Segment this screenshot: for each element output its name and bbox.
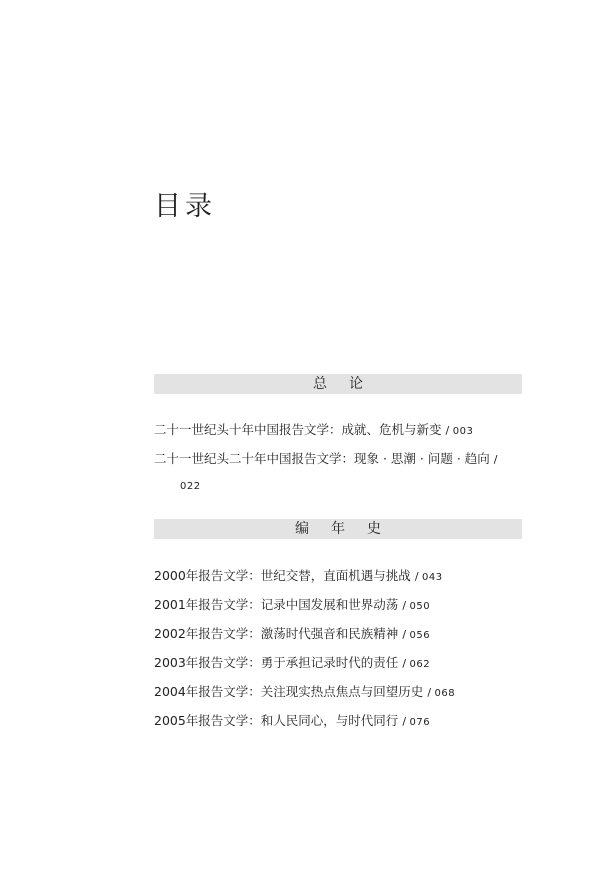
toc-entry-title: 2003年报告文学：勇于承担记录时代的责任 bbox=[154, 655, 399, 670]
toc-entry-title: 二十一世纪头二十年中国报告文学：现象 · 思潮 · 问题 · 趋向 bbox=[154, 451, 490, 466]
section-header-general: 总论 bbox=[154, 374, 522, 394]
toc-entry-page: 076 bbox=[409, 717, 431, 728]
toc-entry[interactable] bbox=[154, 711, 430, 729]
toc-entry[interactable] bbox=[154, 449, 497, 467]
toc-entry-page: 068 bbox=[434, 688, 456, 699]
toc-entry[interactable] bbox=[154, 682, 455, 700]
toc-entry-title: 2002年报告文学：激荡时代强音和民族精神 bbox=[154, 626, 399, 641]
toc-entry-page: 056 bbox=[409, 630, 431, 641]
toc-entry-page: 050 bbox=[409, 601, 431, 612]
toc-separator: / bbox=[414, 570, 423, 583]
section-header-chronicle: 编年史 bbox=[154, 519, 522, 539]
toc-entry-page: 022 bbox=[180, 481, 201, 492]
toc-entry-page: 043 bbox=[422, 572, 443, 583]
toc-entry[interactable] bbox=[154, 624, 430, 642]
toc-separator: / bbox=[445, 424, 453, 437]
toc-separator: / bbox=[402, 715, 410, 728]
toc-entry-title: 2005年报告文学：和人民同心，与时代同行 bbox=[154, 713, 399, 728]
toc-entry-title: 2004年报告文学：关注现实热点焦点与回望历史 bbox=[154, 684, 424, 699]
toc-entry-title: 二十一世纪头十年中国报告文学：成就、危机与新变 bbox=[154, 422, 442, 437]
page-title: 目录 bbox=[154, 191, 216, 222]
toc-separator: / bbox=[402, 599, 410, 612]
toc-entry[interactable] bbox=[154, 595, 430, 613]
toc-separator: / bbox=[427, 686, 435, 699]
toc-entry-page: 003 bbox=[452, 426, 474, 437]
toc-entry[interactable] bbox=[154, 653, 430, 671]
toc-entry[interactable] bbox=[154, 566, 443, 584]
toc-separator: / bbox=[402, 628, 410, 641]
toc-entry-page: 062 bbox=[409, 659, 431, 670]
toc-entry-title: 2000年报告文学：世纪交替，直面机遇与挑战 bbox=[154, 568, 411, 583]
toc-entry[interactable] bbox=[154, 420, 473, 438]
toc-separator: / bbox=[493, 453, 498, 466]
toc-entry-title: 2001年报告文学：记录中国发展和世界动荡 bbox=[154, 597, 399, 612]
toc-separator: / bbox=[402, 657, 410, 670]
